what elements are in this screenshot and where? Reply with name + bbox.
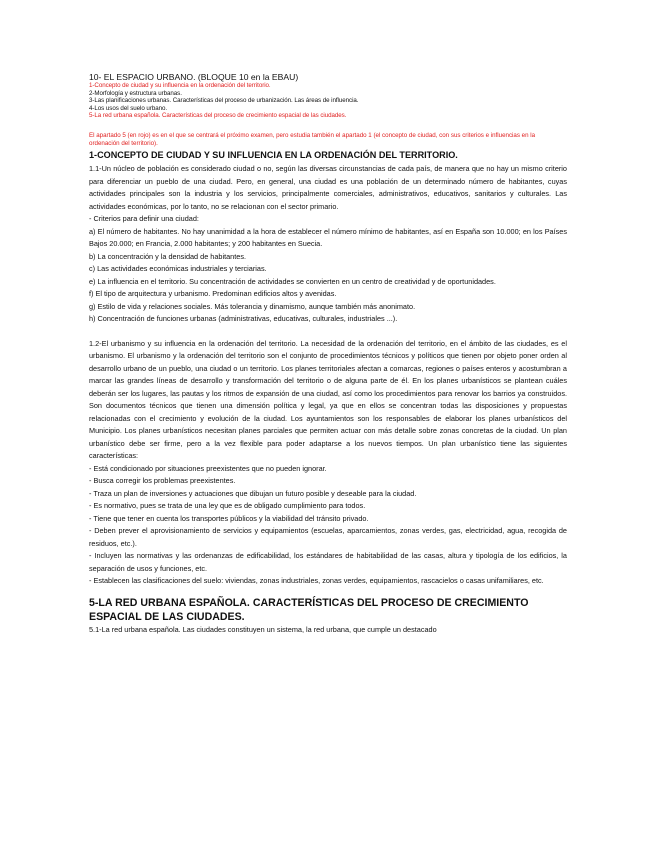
feature-3: - Traza un plan de inversiones y actuaciones que dibujan un futuro posible y deseable para la ciudad. <box>89 488 417 498</box>
feature-8: - Establecen las clasificaciones del suelo: viviendas, zonas industriales, zonas verdes, equipamientos, rascacielos o casas unifamiliares, etc. <box>89 576 544 586</box>
paragraph-5-1: 5.1-La red urbana española. Las ciudades constituyen un sistema, la red urbana, que cumple un destacado <box>89 624 437 634</box>
spacer <box>89 588 567 596</box>
criteria-intro: - Criterios para definir una ciudad: <box>89 214 199 224</box>
unit-title: 10- EL ESPACIO URBANO. (BLOQUE 10 en la EBAU) <box>89 72 299 82</box>
feature-6: - Deben prever el aprovisionamiento de servicios y equipamientos (escuelas, aparcamientos, zonas verdes, gas, electricidad, agua, recogida de residuos, etc.). <box>89 526 567 548</box>
section-5-heading: 5-LA RED URBANA ESPAÑOLA. CARACTERÍSTICAS DEL PROCESO DE CRECIMIENTO ESPACIAL DE LAS CIUDADES. <box>89 596 529 623</box>
index-item-5: 5-La red urbana española. Características del proceso de crecimiento espacial de las ciudades. <box>89 112 347 120</box>
feature-5: - Tiene que tener en cuenta los transportes públicos y la viabilidad del tránsito privado. <box>89 513 369 523</box>
feature-2: - Busca corregir los problemas preexistentes. <box>89 476 236 486</box>
index-item-2: 2-Morfología y estructura urbanas. <box>89 89 182 97</box>
criterion-e: e) La influencia en el territorio. Su concentración de actividades se convierten en un centro de creatividad y de oportunidades. <box>89 276 496 286</box>
index-item-3: 3-Las planificaciones urbanas. Características del proceso de urbanización. Las áreas de influencia. <box>89 97 359 105</box>
paragraph-1-2: 1.2-El urbanismo y su influencia en la ordenación del territorio. La necesidad de la ordenación del territorio, en el ámbito de las ciudades, es el urbanismo. El urbanismo y la ordenación del territorio son el conjunto de procedimientos técnicos y políticos que tienen por objeto poner orden al desarrollo urbano de un pueblo, una ciudad o un territorio. Los planes territoriales afectan a comarcas, regiones o países enteros y acostumbran a marcar las grandes líneas de desarrollo y transformación del territorio o de alguna parte de él. En los planes urbanísticos se plantean cuáles deberán ser los lugares, las pautas y los ritmos de expansión de una ciudad, así como los procedimientos para renovar los barrios ya construidos. Son documentos técnicos que tienen una dimensión política y legal, ya que en ellos se concentran todas las disposiciones y propuestas relacionadas con el crecimiento y evolución de la ciudad. Los ayuntamientos son los responsables de elaborar los planes urbanísticos del Municipio. Los planes urbanísticos necesitan planes parciales que permiten actuar con más detalle sobre zonas concretas de la ciudad. Un plan urbanístico debe ser firme, pero a la vez flexible para poder adaptarse a los nuevos tiempos. Un plan urbanístico tiene las siguientes características: <box>89 338 567 461</box>
spacer <box>89 326 567 338</box>
paragraph-1-1: 1.1-Un núcleo de población es considerado ciudad o no, según las diversas circunstancias de cada país, de manera que no hay un mismo criterio para diferenciar un pueblo de una ciudad. Pero, en general, una ciudad es una población de un determinado número de habitantes, cuyas actividades principales son la industria y los servicios, principalmente comerciales, administrativos, educativos, sanitarios y culturales. Las actividades económicas, por lo tanto, no se relacionan con el sector primario. <box>89 164 567 211</box>
feature-4: - Es normativo, pues se trata de una ley que es de obligado cumplimiento para todos. <box>89 501 366 511</box>
criterion-a: a) El número de habitantes. No hay unanimidad a la hora de establecer el número mínimo de habitantes, así en España son 10.000; en los Países Bajos 20.000; en Francia, 2.000 habitantes; y 200 habitantes en Suecia. <box>89 226 567 249</box>
criterion-c: c) Las actividades económicas industriales y terciarias. <box>89 264 267 274</box>
document-content <box>89 72 567 636</box>
criterion-b: b) La concentración y la densidad de habitantes. <box>89 251 246 261</box>
feature-7: - Incluyen las normativas y las ordenanzas de edificabilidad, los estándares de habitabilidad de las casas, altura y tipología de los edificios, la separación de usos y funciones, etc. <box>89 551 567 573</box>
section-1-heading: 1-CONCEPTO DE CIUDAD Y SU INFLUENCIA EN LA ORDENACIÓN DEL TERRITORIO. <box>89 150 458 161</box>
feature-1: - Está condicionado por situaciones preexistentes que no pueden ignorar. <box>89 463 327 473</box>
criterion-h: h) Concentración de funciones urbanas (administrativas, educativas, culturales, industriales ...). <box>89 314 398 324</box>
criterion-g: g) Estilo de vida y relaciones sociales. Más tolerancia y dinamismo, aunque también más anonimato. <box>89 301 416 311</box>
criterion-f: f) El tipo de arquitectura y urbanismo. Predominan edificios altos y avenidas. <box>89 289 337 299</box>
exam-note: El apartado 5 (en rojo) es en el que se centrará el próximo examen, pero estudia también el apartado 1 (el concepto de ciudad, con sus criterios e influencias en la ordenación del territorio). <box>89 131 536 147</box>
index-item-1: 1-Concepto de ciudad y su influencia en la ordenación del territorio. <box>89 82 271 89</box>
index-item-4: 4-Los usos del suelo urbano. <box>89 104 168 112</box>
